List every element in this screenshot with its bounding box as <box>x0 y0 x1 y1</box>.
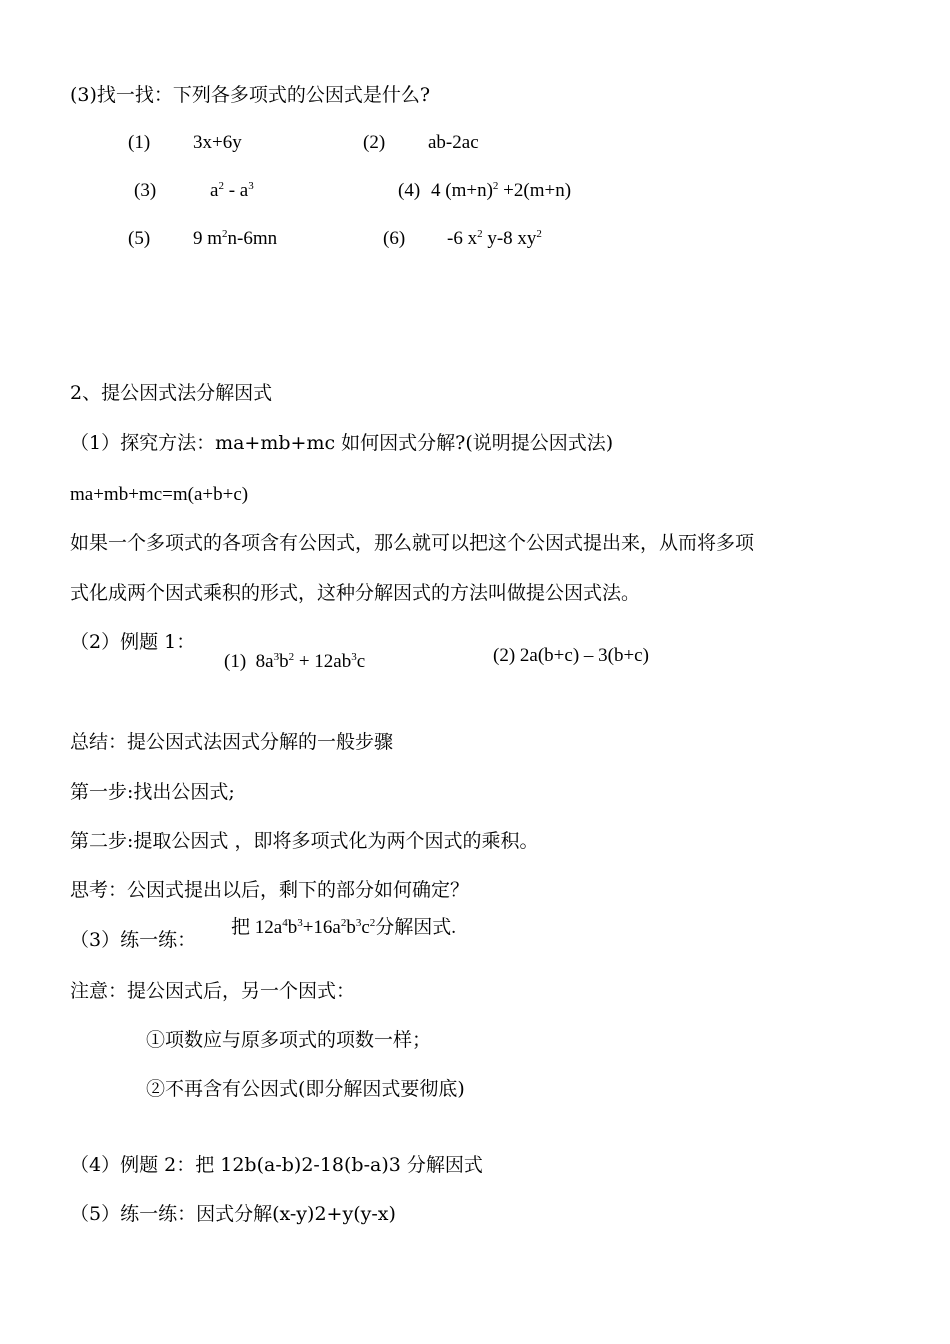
step-2: 第二步:提取公因式 ，即将多项式化为两个因式的乘积。 <box>70 830 539 852</box>
note-2: ②不再含有公因式(即分解因式要彻底) <box>146 1078 465 1100</box>
section-2-heading: 2、提公因式法分解因式 <box>70 382 273 404</box>
example-2: （4）例题 2：把 12b(a-b)2-18(b-a)3 分解因式 <box>70 1154 483 1176</box>
item-1-expr: 3x+6y <box>193 132 242 153</box>
item-4-num: (4) <box>398 180 421 201</box>
explore-method: （1）探究方法：ma+mb+mc 如何因式分解?(说明提公因式法) <box>70 432 614 454</box>
practice-expr: 把 $12a^4b^3+16a^2b^3c^2$分解因式. <box>231 917 457 938</box>
item-2-num: (2) <box>363 132 386 153</box>
think: 思考：公因式提出以后，剩下的部分如何确定？ <box>70 879 470 901</box>
item-3-expr: $a^2 - a^3$ <box>210 180 254 201</box>
example-1-b: (2) 2a(b+c) – 3(b+c) <box>493 645 649 666</box>
item-2-expr: ab-2ac <box>428 132 479 153</box>
formula: ma+mb+mc=m(a+b+c) <box>70 484 249 505</box>
practice-2: （5）练一练：因式分解(x-y)2+y(y-x) <box>70 1203 396 1225</box>
example-1-label: （2）例题 1： <box>70 631 196 653</box>
summary: 总结：提公因式法因式分解的一般步骤 <box>70 731 394 753</box>
item-6-num: (6) <box>383 228 406 249</box>
definition-line-2: 式化成两个因式乘积的形式，这种分解因式的方法叫做提公因式法。 <box>70 582 641 604</box>
item-1-num: (1) <box>128 132 151 153</box>
item-5-num: (5) <box>128 228 151 249</box>
note: 注意：提公因式后，另一个因式： <box>70 980 356 1002</box>
definition-line-1: 如果一个多项式的各项含有公因式，那么就可以把这个公因式提出来，从而将多项 <box>70 532 755 554</box>
item-6-expr: -6 $x^2$ y-8 $xy^2$ <box>447 228 542 249</box>
item-3-num: (3) <box>134 180 157 201</box>
practice-label: （3）练一练： <box>70 929 197 951</box>
note-1: ①项数应与原多项式的项数一样； <box>146 1029 432 1051</box>
step-1: 第一步:找出公因式; <box>70 781 235 803</box>
find-heading: (3)找一找：下列各多项式的公因式是什么? <box>70 84 431 106</box>
example-1-a: (1) $8a^3b^2 + 12ab^3c$ <box>224 651 366 672</box>
item-4-expr: 4 $(m+n)^2 +2(m+n)$ <box>431 180 572 201</box>
item-5-expr: 9 $m^2n-6mn$ <box>193 228 278 249</box>
